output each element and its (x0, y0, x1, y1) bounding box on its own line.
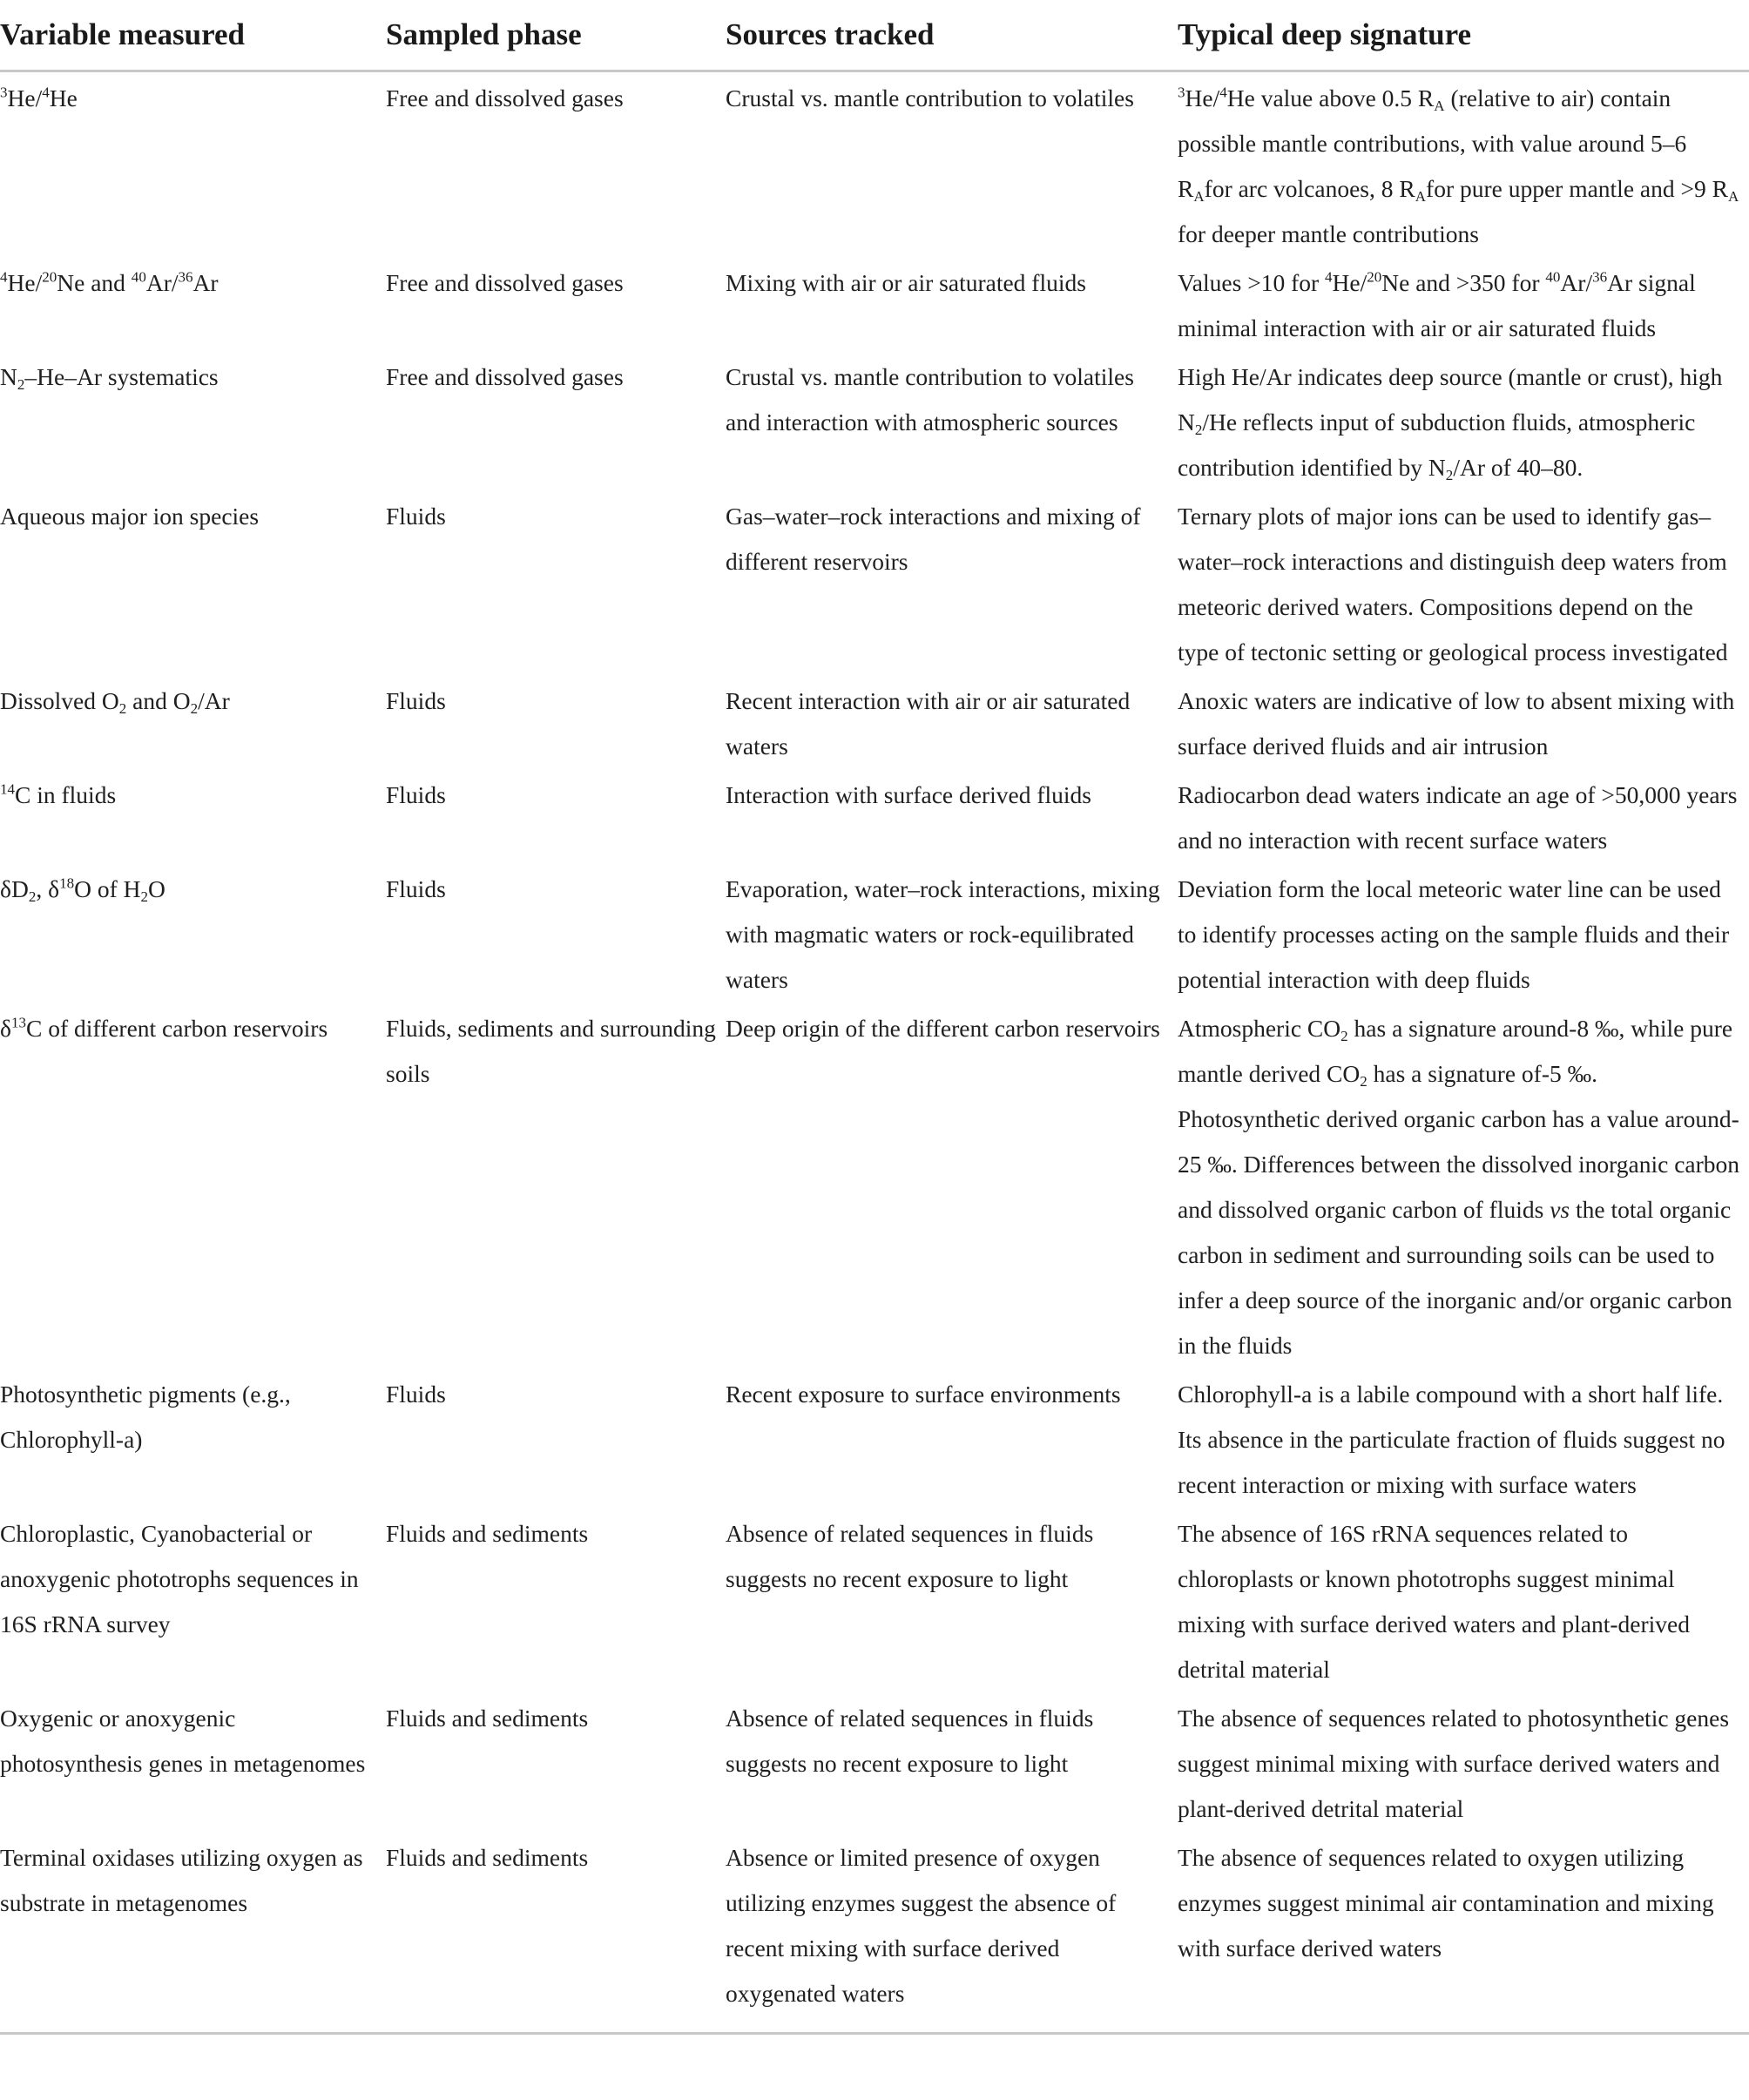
table-row (0, 1368, 1749, 1508)
cell-variable-measured: Terminal oxidases utilizing oxygen as substrate in metagenomes (0, 1844, 363, 1916)
cell-sampled-phase: Fluids (386, 687, 446, 714)
cell-typical-deep-signature: The absence of sequences related to photosynthetic genes suggest minimal mixing with surface derived waters and plant-derived detrital material (1178, 1705, 1730, 1822)
cell-sampled-phase: Fluids (386, 1381, 446, 1408)
cell-typical-deep-signature: $^3$He/$^4$He value above 0.5 $R_A$ (relative to air) contain possible mantle contributions, with value around 5–6 $R_Afor$ arc volcanoes, 8 $R_Afor$ pure upper mantle and >9 $R_A$ for deeper mantle contributions (1178, 84, 1739, 247)
cell-variable-measured: $\delta^{13}C$ of different carbon reservoirs (0, 1014, 328, 1042)
cell-sources-tracked: Absence of related sequences in fluids suggests no recent exposure to light (726, 1520, 1094, 1592)
cell-typical-deep-signature: The absence of sequences related to oxygen utilizing enzymes suggest minimal air contamination and mixing with surface derived waters (1178, 1844, 1714, 1962)
cell-sampled-phase: Fluids (386, 875, 446, 902)
table-row (0, 675, 1749, 769)
table-row (0, 1832, 1749, 2032)
cell-variable-measured: Oxygenic or anoxygenic photosynthesis genes in metagenomes (0, 1705, 366, 1777)
table-row (0, 769, 1749, 863)
cell-sampled-phase: Fluids (386, 503, 446, 530)
cell-variable-measured: $^{14}$C in fluids (0, 780, 117, 808)
cell-sources-tracked: Recent exposure to surface environments (726, 1381, 1121, 1408)
cell-sampled-phase: Free and dissolved gases (386, 269, 624, 296)
cell-sources-tracked: Recent interaction with air or air saturated waters (726, 687, 1131, 760)
cell-typical-deep-signature: High He/Ar indicates deep source (mantle or crust), high $N_2/He$ reflects input of subduction fluids, atmospheric contribution identified by $N_2/Ar$ of 40–80. (1178, 363, 1723, 483)
cell-sources-tracked: Mixing with air or air saturated fluids (726, 269, 1086, 296)
cell-sampled-phase: Fluids (386, 781, 446, 808)
cell-variable-measured: Photosynthetic pigments (e.g., Chlorophyll-a) (0, 1381, 291, 1453)
cell-sampled-phase: Fluids and sediments (386, 1520, 589, 1547)
header-sources-tracked: Sources tracked (726, 0, 1178, 71)
cell-sources-tracked: Interaction with surface derived fluids (726, 781, 1091, 808)
cell-typical-deep-signature: Chlorophyll-a is a labile compound with a short half life. Its absence in the particulate fraction of fluids suggest no recent interaction or mixing with surface waters (1178, 1381, 1725, 1498)
cell-sources-tracked: Deep origin of the different carbon reservoirs (726, 1015, 1160, 1042)
cell-sampled-phase: Fluids and sediments (386, 1705, 589, 1732)
cell-sources-tracked: Crustal vs. mantle contribution to volatiles (726, 84, 1134, 111)
header-row (0, 0, 1749, 71)
cell-variable-measured: Aqueous major ion species (0, 503, 260, 530)
cell-sampled-phase: Fluids and sediments (386, 1844, 589, 1871)
cell-typical-deep-signature: Anoxic waters are indicative of low to absent mixing with surface derived fluids and air intrusion (1178, 687, 1735, 760)
table-row (0, 351, 1749, 490)
table-row (0, 71, 1749, 258)
cell-variable-measured: Chloroplastic, Cyanobacterial or anoxygenic phototrophs sequences in 16S rRNA survey (0, 1520, 359, 1637)
cell-sources-tracked: Absence or limited presence of oxygen utilizing enzymes suggest the absence of recent mixing with surface derived oxygenated waters (726, 1844, 1117, 2007)
header-variable-measured: Variable measured (0, 0, 386, 71)
cell-sources-tracked: Gas–water–rock interactions and mixing of different reservoirs (726, 503, 1141, 575)
table-row (0, 1003, 1749, 1368)
table-row (0, 490, 1749, 675)
table-row (0, 863, 1749, 1003)
cell-sources-tracked: Absence of related sequences in fluids suggests no recent exposure to light (726, 1705, 1094, 1777)
cell-typical-deep-signature: Ternary plots of major ions can be used to identify gas–water–rock interactions and distinguish deep waters from meteoric derived waters. Compositions depend on the type of tectonic setting or geological process investigated (1178, 503, 1728, 665)
cell-typical-deep-signature: Atmospheric $CO_2$ has a signature around-8 ‰, while pure mantle derived $CO_2$ has a signature of-5 ‰. Photosynthetic derived organic carbon has a value around-25 ‰. Differences between the dissolved inorganic carbon and dissolved organic carbon of fluids vs the total organic carbon in sediment and surrounding soils can be used to infer a deep source of the inorganic and/or organic carbon in the fluids (1178, 1015, 1740, 1359)
cell-sources-tracked: Evaporation, water–rock interactions, mixing with magmatic waters or rock-equilibrated waters (726, 875, 1160, 993)
cell-sampled-phase: Free and dissolved gases (386, 363, 624, 390)
table-row (0, 257, 1749, 351)
cell-variable-measured: Dissolved $O_2$ and $O_2/Ar$ (0, 687, 230, 717)
table-row (0, 1692, 1749, 1832)
cell-sampled-phase: Free and dissolved gases (386, 84, 624, 111)
cell-variable-measured: $^3$He/$^4$He (0, 84, 78, 111)
table-row (0, 1508, 1749, 1692)
cell-typical-deep-signature: The absence of 16S rRNA sequences related to chloroplasts or known phototrophs suggest minimal mixing with surface derived waters and plant-derived detrital material (1178, 1520, 1690, 1683)
cell-typical-deep-signature: Radiocarbon dead waters indicate an age of >50,000 years and no interaction with recent surface waters (1178, 781, 1738, 854)
cell-typical-deep-signature: Values >10 for $^4$He/$^{20}$Ne and >350 for $^{40}$Ar/$^{36}$Ar signal minimal interaction with air or air saturated fluids (1178, 268, 1696, 341)
cell-sources-tracked: Crustal vs. mantle contribution to volatiles and interaction with atmospheric sources (726, 363, 1134, 436)
header-typical-deep-signature: Typical deep signature (1178, 0, 1749, 71)
cell-sampled-phase: Fluids, sediments and surrounding soils (386, 1015, 716, 1087)
header-sampled-phase: Sampled phase (386, 0, 726, 71)
cell-variable-measured: $\delta D_2$, $\delta^{18}O$ of $H_2O$ (0, 874, 165, 905)
table-header (0, 0, 1749, 71)
cell-variable-measured: $^4$He/$^{20}$Ne and $^{40}$Ar/$^{36}$Ar (0, 268, 219, 296)
cell-variable-measured: $N_2-He-Ar$ systematics (0, 363, 219, 393)
table-body (0, 71, 1749, 2033)
table-bottom-rule (0, 2032, 1749, 2035)
cell-typical-deep-signature: Deviation form the local meteoric water line can be used to identify processes acting on the sample fluids and their potential interaction with deep fluids (1178, 875, 1730, 993)
